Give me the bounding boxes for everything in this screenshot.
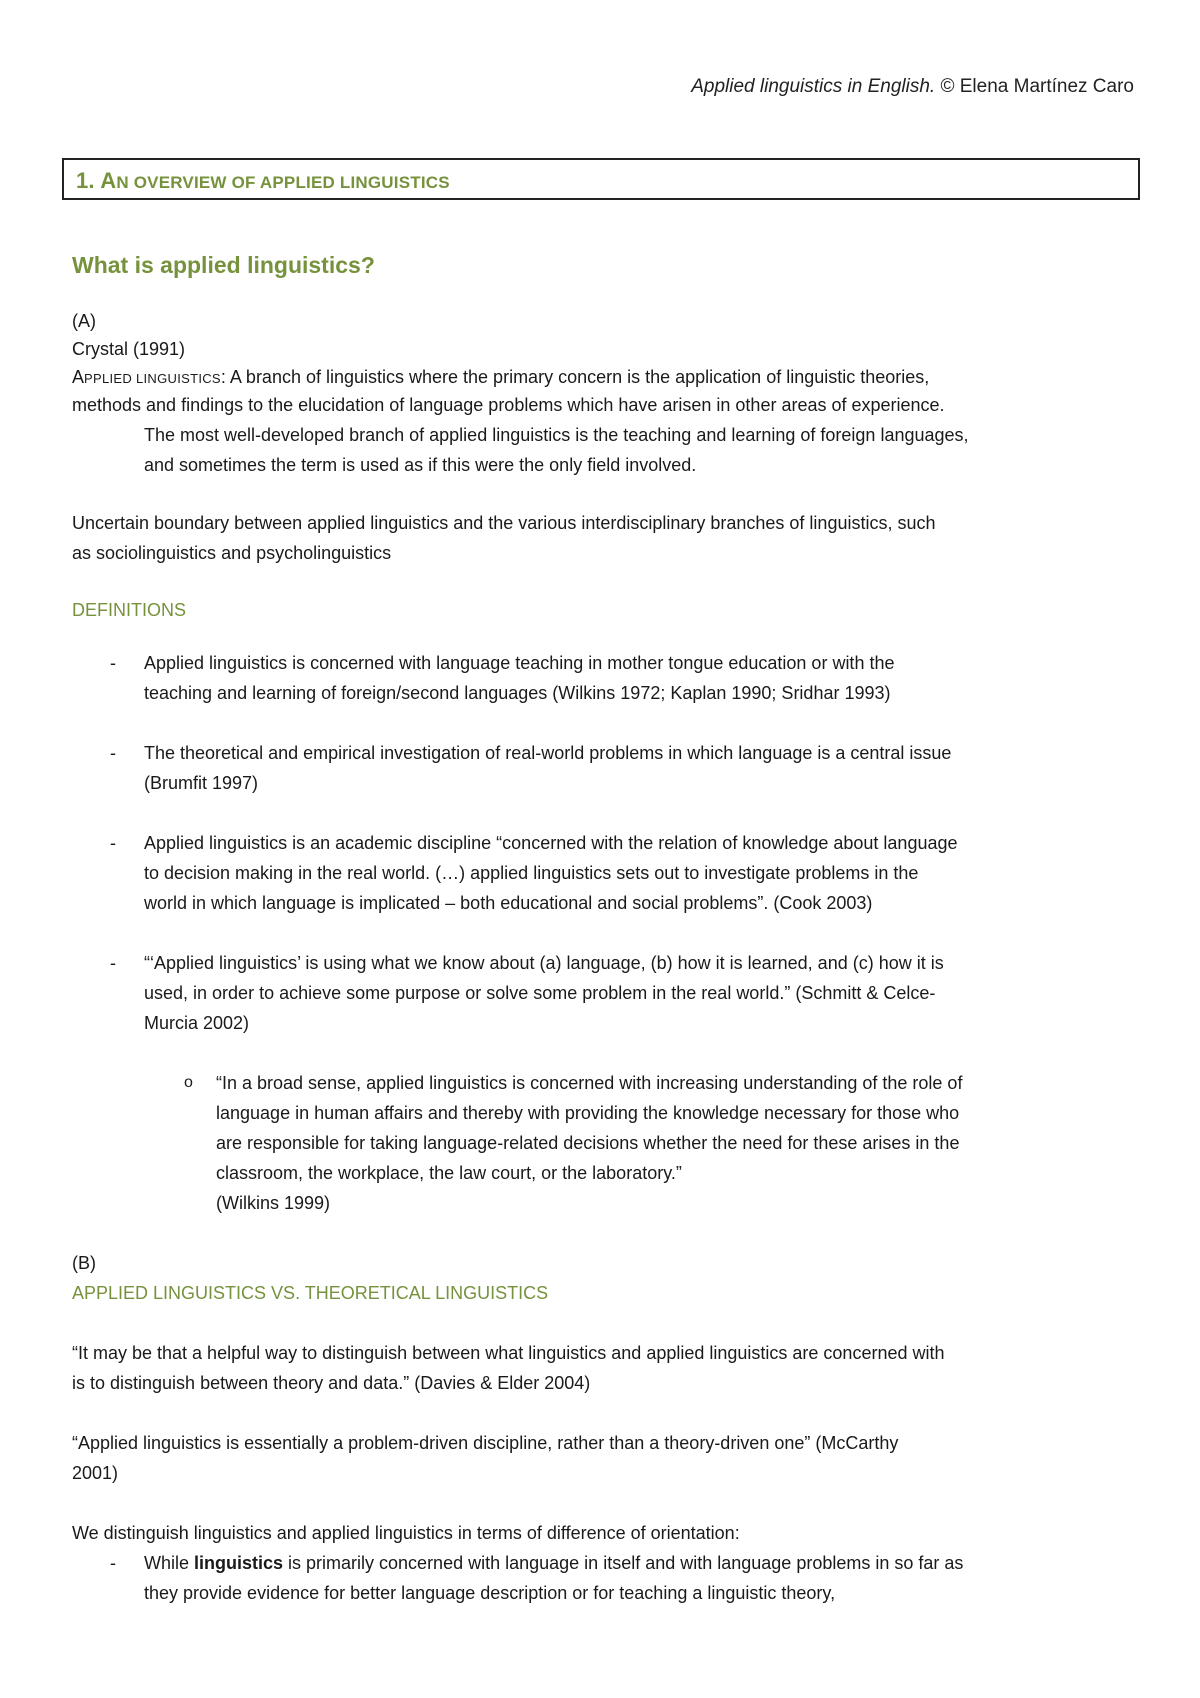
definition-item-4-line-3: Murcia 2002) [144, 1013, 250, 1033]
definition-item-2-line-1: The theoretical and empirical investigation of real-world problems in which language is a central issue [144, 743, 952, 763]
list-dash: - [110, 1553, 116, 1573]
page-heading: What is applied linguistics? [72, 252, 375, 278]
definition-item-1-line-1: Applied linguistics is concerned with language teaching in mother tongue education or with the [144, 653, 895, 673]
quote-1-line-2: is to distinguish between theory and data.” (Davies & Elder 2004) [72, 1373, 591, 1393]
definitions-heading: DEFINITIONS [72, 600, 187, 620]
orientation-bold: linguistics [194, 1553, 284, 1573]
distinguish-line: We distinguish linguistics and applied linguistics in terms of difference of orientation: [72, 1523, 740, 1543]
header-author: © Elena Martínez Caro [935, 76, 1134, 97]
header-title: Applied linguistics in English. [691, 76, 936, 97]
part-a-source: Crystal (1991) [72, 339, 186, 359]
section-title-rest: N OVERVIEW OF APPLIED LINGUISTICS [116, 173, 450, 192]
definition-line-2: methods and findings to the elucidation of language problems which have arisen in other areas of experience. [72, 395, 945, 415]
part-a-label: (A) [72, 311, 96, 331]
definition-item-3-line-1: Applied linguistics is an academic discipline “concerned with the relation of knowledge about language [144, 833, 958, 853]
list-dash: - [110, 653, 116, 673]
section-title-box [62, 158, 1140, 200]
indented-line-1: The most well-developed branch of applied linguistics is the teaching and learning of foreign languages, [144, 425, 969, 445]
sub-item-line-1: “In a broad sense, applied linguistics is concerned with increasing understanding of the role of [216, 1073, 963, 1093]
quote-1-line-1: “It may be that a helpful way to distinguish between what linguistics and applied linguistics are concerned with [72, 1343, 945, 1363]
quote-2-line-1: “Applied linguistics is essentially a problem-driven discipline, rather than a theory-driven one” (McCarthy [72, 1433, 899, 1453]
term-first-letter: A [72, 367, 85, 387]
sub-item-line-3: are responsible for taking language-related decisions whether the need for these arises in the [216, 1133, 960, 1153]
sub-bullet-marker: o [184, 1074, 193, 1091]
boundary-line-2: as sociolinguistics and psycholinguistics [72, 543, 392, 563]
orientation-item-line-1 [144, 1548, 963, 1578]
definition-item-1-line-2: teaching and learning of foreign/second languages (Wilkins 1972; Kaplan 1990; Sridhar 1993) [144, 683, 891, 703]
sub-item-line-2: language in human affairs and thereby with providing the knowledge necessary for those who [216, 1103, 960, 1123]
sub-item-line-5: (Wilkins 1999) [216, 1193, 331, 1213]
section-number: 1. A [76, 168, 117, 193]
definition-item-2-line-2: (Brumfit 1997) [144, 773, 259, 793]
orientation-post: is primarily concerned with language in itself and with language problems in so far as [283, 1553, 964, 1573]
list-dash: - [110, 743, 116, 763]
boundary-line-1: Uncertain boundary between applied linguistics and the various interdisciplinary branches of linguistics, such [72, 513, 936, 533]
definition-item-4-line-1: “‘Applied linguistics’ is using what we know about (a) language, (b) how it is learned, and (c) how it is [144, 953, 944, 973]
orientation-item-line-2: they provide evidence for better language description or for teaching a linguistic theory, [144, 1583, 836, 1603]
sub-item-line-4: classroom, the workplace, the law court, or the laboratory.” [216, 1163, 682, 1183]
running-header [691, 76, 1134, 98]
definition-item-4-line-2: used, in order to achieve some purpose or solve some problem in the real world.” (Schmitt & Celce- [144, 983, 936, 1003]
quote-2-line-2: 2001) [72, 1463, 119, 1483]
orientation-pre: While [144, 1553, 195, 1573]
definition-text-1: : A branch of linguistics where the primary concern is the application of linguistic theories, [220, 367, 930, 387]
definition-item-3-line-3: world in which language is implicated – both educational and social problems”. (Cook 2003) [144, 893, 873, 913]
section-title [76, 168, 450, 194]
list-dash: - [110, 833, 116, 853]
part-b-heading: APPLIED LINGUISTICS VS. THEORETICAL LINGUISTICS [72, 1283, 549, 1303]
indented-line-2: and sometimes the term is used as if this were the only field involved. [144, 455, 697, 475]
part-b-label: (B) [72, 1253, 96, 1273]
definition-item-3-line-2: to decision making in the real world. (…) applied linguistics sets out to investigate problems in the [144, 863, 919, 883]
list-dash: - [110, 953, 116, 973]
term-rest: PPLIED LINGUISTICS [84, 371, 221, 386]
